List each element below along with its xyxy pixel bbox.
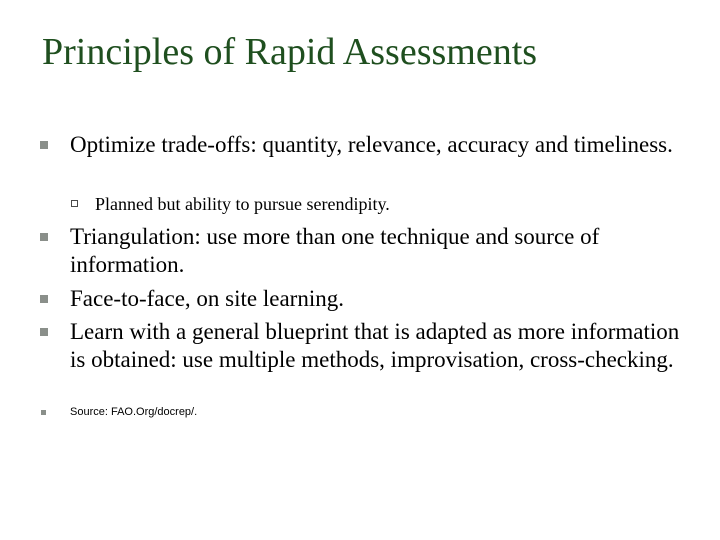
bullet-text: Optimize trade-offs: quantity, relevance, accuracy and timeliness. [70,132,673,157]
hollow-square-icon [71,200,78,207]
bullet-text: Learn with a general blueprint that is adapted as more information is obtained: use multiple methods, improvisation, cross-checking. [70,319,680,372]
filled-square-icon [41,410,46,415]
bullet-item-triangulation [70,223,700,279]
sub-bullet-text: Planned but ability to pursue serendipity. [95,194,390,214]
sub-bullet-item-serendipity [95,192,695,216]
source-item [70,404,197,420]
filled-square-icon [40,328,48,336]
source-text: Source: FAO.Org/docrep/. [70,406,198,418]
bullet-item-optimize [70,131,700,159]
bullet-item-blueprint [70,318,700,374]
bullet-text: Triangulation: use more than one technique and source of information. [70,224,600,277]
filled-square-icon [40,233,48,241]
filled-square-icon [40,141,48,149]
bullet-text: Face-to-face, on site learning. [70,286,344,311]
bullet-item-face-to-face [70,285,700,313]
slide-title: Principles of Rapid Assessments [42,31,538,73]
filled-square-icon [40,295,48,303]
